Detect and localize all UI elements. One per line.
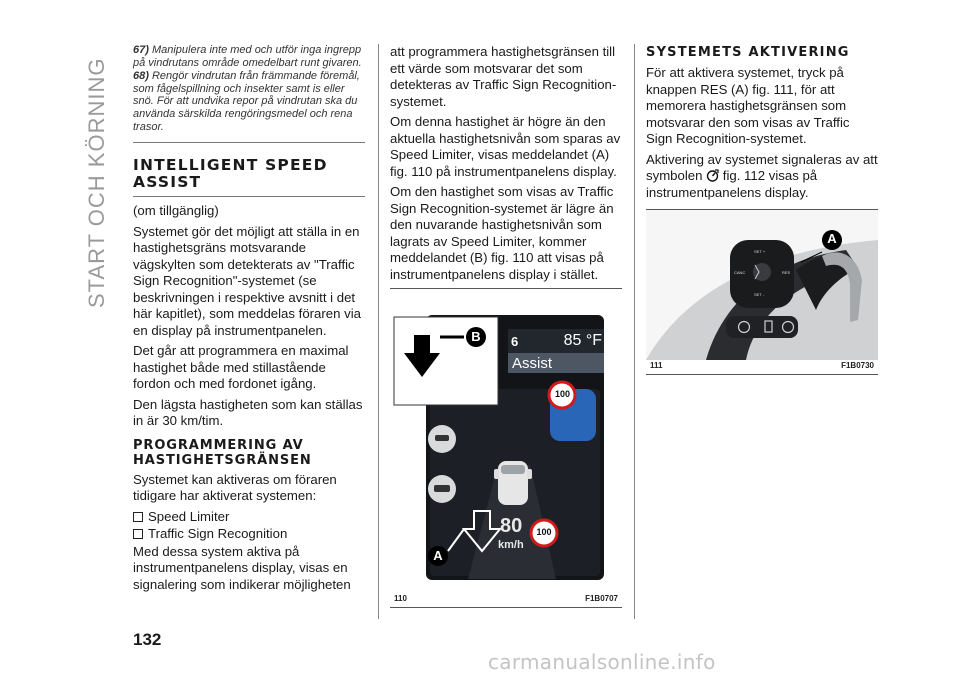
watermark: carmanualsonline.info [488,650,716,674]
note-68: 68) Rengör vindrutan från främmande föremål, som fågelspillning och insekter samt is eller snö. För att undvika repor på vindrutan ska du använda särskilda rengöringsmedel och rena trasor. [133,70,360,133]
paragraph: Systemet kan aktiveras om föraren tidigare har aktiverat systemen: [133,471,337,504]
speed-assist-symbol-icon [706,169,719,182]
column-1 [133,44,365,597]
figure-code: F1B0707 [585,594,618,603]
availability-note: (om tillgänglig) [133,203,219,219]
callout-label-a: A [433,548,443,563]
column-3 [646,44,878,205]
paragraph: Aktivering av systemet signaleras av att symbolen fig. 112 visas på instrumentpanelens display. [646,151,878,200]
set-plus-button-label: SET + [754,249,766,254]
column-divider [378,44,379,619]
section-heading-systemets-aktivering: SYSTEMETS AKTIVERING [646,45,850,60]
paragraph: Med dessa system aktiva på instrumentpanelens display, visas en signalering som indikerar möjligheten [133,543,351,592]
page-number: 132 [133,630,162,649]
set-speed-value: 80 [500,515,523,537]
speed-sign-top: 100 [555,389,571,399]
steering-wheel-buttons-illustration [646,210,878,360]
paragraph: att programmera hastighetsgränsen till ett värde som motsvarar det som detekteras av Traffic Sign Recognition-systemet. [390,44,617,109]
res-button-label: RES [782,270,791,275]
callout-label-a: A [827,231,837,246]
figure-number: 111 [650,361,663,370]
paragraph: För att aktivera systemet, tryck på knappen RES (A) fig. 111, för att memorera hastighetsgränsen som motsvarar den som visas av Traffic Sign Recognition-systemet. [646,65,850,146]
gear-indicator: 6 [511,334,519,349]
speed-sign-bottom: 100 [536,527,552,537]
list-item: Traffic Sign Recognition [133,526,365,543]
canc-button-label: CANC [734,270,746,275]
set-minus-button-label: SET - [754,292,765,297]
figure-number: 110 [394,594,407,603]
speed-unit: km/h [498,539,524,551]
figure-111 [646,209,878,375]
paragraph: Den lägsta hastigheten som kan ställas in är 30 km/tim. [133,396,363,429]
paragraph: Om den hastighet som visas av Traffic Sign Recognition-systemet är lägre än den nuvarande hastighetsnivån som lagrats av Speed Limiter, kommer meddelandet (B) fig. 110 att visas på instrumentpanelens display i stället. [390,184,614,282]
list-item: Speed Limiter [133,509,365,526]
paragraph: Det går att programmera en maximal hastighet både med stillastående fordon och med fordonet igång. [133,343,349,392]
notes-box [133,44,365,143]
paragraph: Om denna hastighet är högre än den aktuella hastighetsnivån som sparas av Speed Limiter, visas meddelandet (A) fig. 110 på instrumentpanelens display. [390,114,621,179]
note-67: 67) Manipulera inte med och utför inga ingrepp på vindrutans område omedelbart runt givaren. [133,44,362,69]
column-divider [634,44,635,619]
subheading-programmering: PROGRAMMERING AV HASTIGHETSGRÄNSEN [133,437,312,468]
temperature-readout: 85 °F [563,332,602,349]
figure-110 [390,288,622,608]
figure-code: F1B0730 [841,361,874,370]
checkbox-bullet-icon [133,512,143,522]
display-title-partial: Assist [512,355,553,372]
column-2 [390,44,622,287]
callout-label-b: B [471,329,481,344]
section-heading-intelligent-speed-assist: INTELLIGENT SPEED ASSIST [133,157,365,197]
chapter-side-label: START OCH KÖRNING [84,57,109,308]
checkbox-bullet-icon [133,529,143,539]
paragraph: Systemet gör det möjligt att ställa in en hastighetsgräns motsvarande vägskylten som detekterats av "Traffic Sign Recognition"-systemet (se beskrivningen i respektive avsnitt i det här kapitlet), som meddelas föraren via en display på instrumentpanelen. [133,223,361,338]
